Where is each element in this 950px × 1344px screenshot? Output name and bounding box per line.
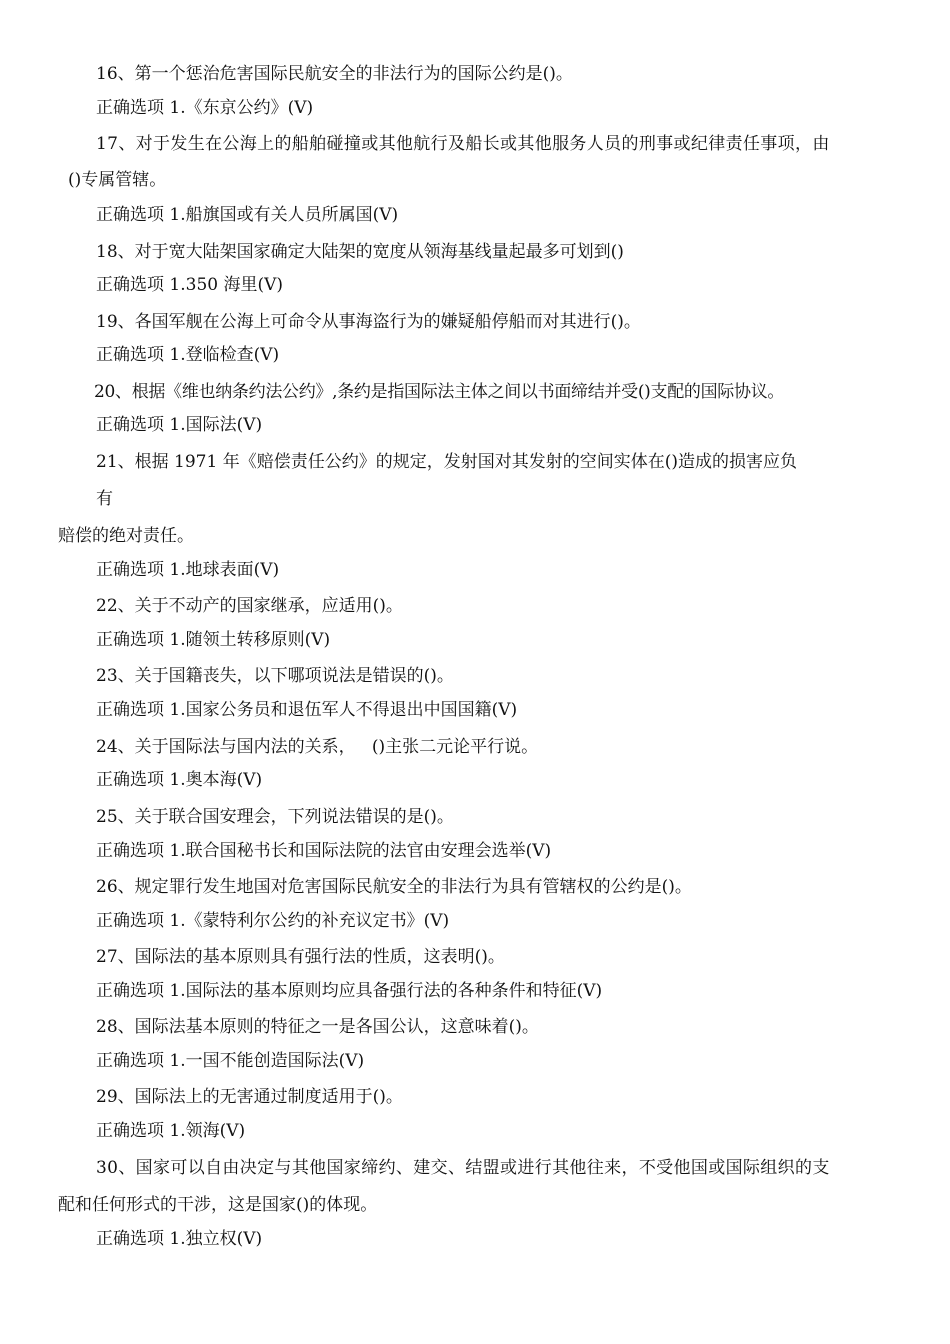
question-22: 22、关于不动产的国家继承，应适用()。 bbox=[96, 596, 403, 616]
question-23: 23、关于国籍丧失，以下哪项说法是错误的()。 bbox=[96, 666, 454, 686]
question-28: 28、国际法基本原则的特征之一是各国公认，这意味着()。 bbox=[96, 1017, 539, 1037]
answer-23: 正确选项 1.国家公务员和退伍军人不得退出中国国籍(V) bbox=[96, 700, 518, 720]
question-16: 16、第一个惩治危害国际民航安全的非法行为的国际公约是()。 bbox=[96, 64, 573, 84]
question-21-cont2: 赔偿的绝对责任。 bbox=[58, 526, 194, 546]
question-26: 26、规定罪行发生地国对危害国际民航安全的非法行为具有管辖权的公约是()。 bbox=[96, 877, 692, 897]
question-25: 25、关于联合国安理会，下列说法错误的是()。 bbox=[96, 807, 454, 827]
answer-16: 正确选项 1.《东京公约》(V) bbox=[96, 98, 314, 118]
answer-28: 正确选项 1.一国不能创造国际法(V) bbox=[96, 1051, 365, 1071]
question-20: 20、根据《维也纳条约法公约》,条约是指国际法主体之间以书面缔结并受()支配的国际协议。 bbox=[94, 382, 785, 402]
answer-22: 正确选项 1.随领土转移原则(V) bbox=[96, 630, 331, 650]
question-30: 30、国家可以自由决定与其他国家缔约、建交、结盟或进行其他往来，不受他国或国际组织的支 bbox=[96, 1158, 830, 1178]
question-30-cont: 配和任何形式的干涉，这是国家()的体现。 bbox=[58, 1195, 378, 1215]
answer-19: 正确选项 1.登临检查(V) bbox=[96, 345, 280, 365]
answer-30: 正确选项 1.独立权(V) bbox=[96, 1229, 263, 1249]
answer-29: 正确选项 1.领海(V) bbox=[96, 1121, 246, 1141]
answer-27: 正确选项 1.国际法的基本原则均应具备强行法的各种条件和特征(V) bbox=[96, 981, 603, 1001]
question-29: 29、国际法上的无害通过制度适用于()。 bbox=[96, 1087, 403, 1107]
question-24: 24、关于国际法与国内法的关系， ()主张二元论平行说。 bbox=[96, 737, 539, 757]
answer-17: 正确选项 1.船旗国或有关人员所属国(V) bbox=[96, 205, 399, 225]
question-21: 21、根据 1971 年《赔偿责任公约》的规定，发射国对其发射的空间实体在()造成的损害应负 bbox=[96, 452, 797, 472]
answer-21: 正确选项 1.地球表面(V) bbox=[96, 560, 280, 580]
answer-18: 正确选项 1.350 海里(V) bbox=[96, 275, 284, 295]
answer-26: 正确选项 1.《蒙特利尔公约的补充议定书》(V) bbox=[96, 911, 450, 931]
answer-24: 正确选项 1.奥本海(V) bbox=[96, 770, 263, 790]
question-18: 18、对于宽大陆架国家确定大陆架的宽度从领海基线量起最多可划到() bbox=[96, 242, 624, 262]
question-27: 27、国际法的基本原则具有强行法的性质，这表明()。 bbox=[96, 947, 505, 967]
question-19: 19、各国军舰在公海上可命令从事海盗行为的嫌疑船停船而对其进行()。 bbox=[96, 312, 641, 332]
answer-20: 正确选项 1.国际法(V) bbox=[96, 415, 263, 435]
answer-25: 正确选项 1.联合国秘书长和国际法院的法官由安理会选举(V) bbox=[96, 841, 552, 861]
question-21-cont: 有 bbox=[96, 489, 113, 509]
question-17: 17、对于发生在公海上的船舶碰撞或其他航行及船长或其他服务人员的刑事或纪律责任事项，由 bbox=[96, 134, 830, 154]
question-17-cont: ()专属管辖。 bbox=[68, 170, 167, 190]
